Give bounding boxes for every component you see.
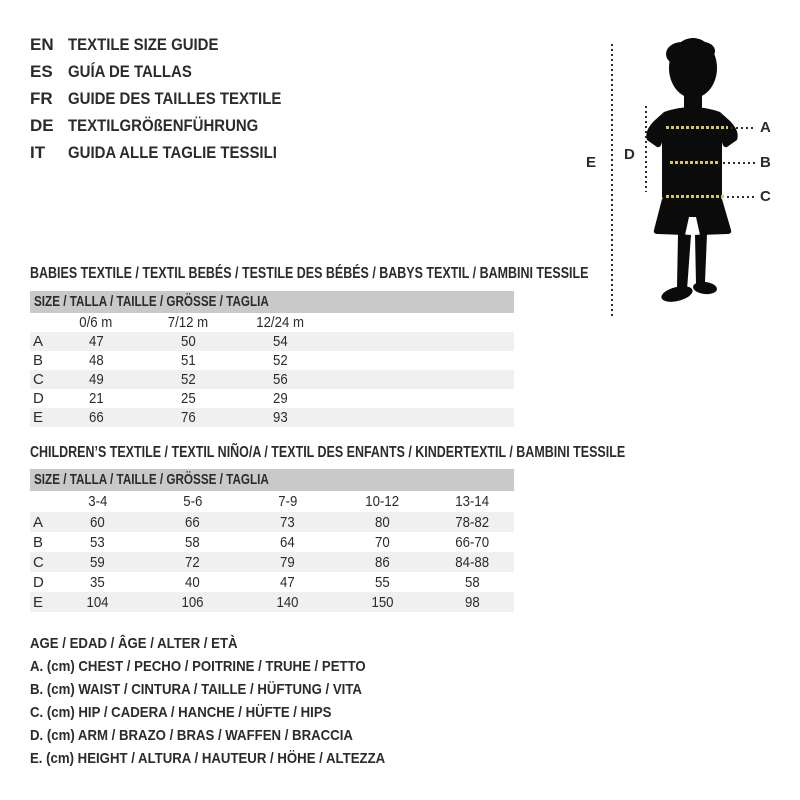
table-cell: 59: [90, 553, 105, 571]
language-code: EN: [30, 34, 54, 54]
chest-measure-dash-A: [666, 126, 728, 129]
table-cell: 21: [88, 390, 104, 407]
table-cell: 76: [180, 409, 196, 426]
table-cell: 35: [90, 573, 105, 591]
babies-size-header-bar: [30, 291, 514, 313]
children-size-table: [30, 469, 514, 612]
table-row: [30, 370, 514, 389]
hip-measure-dash-C: [666, 195, 724, 198]
row-label: B: [33, 533, 44, 551]
table-cell: 104: [86, 593, 109, 611]
children-column-header-row: [30, 491, 514, 512]
table-cell: 72: [185, 553, 200, 571]
table-cell: 98: [464, 593, 480, 611]
language-row-fr: [30, 85, 310, 112]
language-code: DE: [30, 115, 54, 135]
row-label: E: [33, 409, 44, 426]
language-label: GUIDA ALLE TAGLIE TESSILI: [68, 142, 277, 162]
waist-measure-dots-B: [723, 162, 756, 164]
table-cell: 150: [371, 593, 394, 611]
language-list: [30, 31, 310, 166]
table-cell: 47: [88, 333, 104, 350]
child-silhouette: [630, 28, 760, 318]
table-cell: 52: [180, 371, 196, 388]
table-cell: 53: [90, 533, 105, 551]
size-header-label: SIZE / TALLA / TAILLE / GRÖSSE / TAGLIA: [34, 293, 269, 310]
legend-item-arm: D. (cm) ARM / BRAZO / BRAS / WAFFEN / BRACCIA: [30, 727, 353, 744]
column-header: 12/24 m: [256, 314, 304, 331]
language-row-es: [30, 58, 310, 85]
table-cell: 66: [185, 513, 200, 531]
table-cell: 84-88: [455, 553, 489, 571]
column-header: 3-4: [87, 493, 108, 510]
table-cell: 140: [276, 593, 299, 611]
table-cell: 79: [280, 553, 295, 571]
legend-item-waist: B. (cm) WAIST / CINTURA / TAILLE / HÜFTUNG / VITA: [30, 681, 362, 698]
waist-measure-dash-B: [670, 161, 720, 164]
language-code: FR: [30, 88, 53, 108]
legend-item-hip: C. (cm) HIP / CADERA / HANCHE / HÜFTE / HIPS: [30, 704, 332, 721]
language-row-de: [30, 112, 310, 139]
table-cell: 73: [280, 513, 295, 531]
measure-label-E: E: [586, 154, 597, 171]
table-cell: 66-70: [455, 533, 489, 551]
measure-label-A: A: [760, 119, 771, 136]
row-label: E: [33, 593, 44, 611]
babies-section-title: BABIES TEXTILE / TEXTIL BEBÉS / TESTILE DES BÉBÉS / BABYS TEXTIL / BAMBINI TESSILE: [30, 265, 589, 282]
table-row: [30, 351, 514, 370]
language-code: ES: [30, 61, 53, 81]
column-header: 13-14: [455, 493, 489, 510]
legend-age-line: AGE / EDAD / ÂGE / ALTER / ETÀ: [30, 635, 238, 652]
table-row: [30, 332, 514, 351]
table-cell: 86: [375, 553, 390, 571]
table-cell: 56: [272, 371, 288, 388]
column-header: 10-12: [365, 493, 400, 510]
table-row: [30, 532, 514, 552]
row-label: A: [33, 513, 44, 531]
language-label: GUÍA DE TALLAS: [68, 61, 192, 81]
language-label: GUIDE DES TAILLES TEXTILE: [68, 88, 282, 108]
table-cell: 58: [185, 533, 200, 551]
chest-measure-dots-A: [731, 127, 756, 129]
language-label: TEXTILGRÖßENFÜHRUNG: [68, 115, 259, 135]
measure-label-B: B: [760, 154, 771, 171]
table-cell: 48: [88, 352, 104, 369]
language-row-it: [30, 139, 310, 166]
column-header: 0/6 m: [79, 314, 113, 331]
table-cell: 70: [375, 533, 390, 551]
table-cell: 78-82: [455, 513, 489, 531]
table-cell: 50: [180, 333, 196, 350]
row-label: D: [33, 390, 44, 407]
column-header: 7-9: [277, 493, 298, 510]
table-row: [30, 552, 514, 572]
table-cell: 47: [280, 573, 295, 591]
hip-measure-dots-C: [727, 196, 756, 198]
table-cell: 54: [272, 333, 288, 350]
babies-size-table: [30, 291, 514, 427]
table-row: [30, 512, 514, 532]
table-cell: 49: [88, 371, 104, 388]
row-label: B: [33, 352, 44, 369]
babies-column-header-row: [30, 313, 514, 332]
measurement-legend: [30, 632, 434, 770]
row-label: C: [33, 371, 44, 388]
language-row-en: [30, 31, 310, 58]
language-label: TEXTILE SIZE GUIDE: [68, 34, 219, 54]
table-row: [30, 572, 514, 592]
table-cell: 55: [375, 573, 390, 591]
column-header: 7/12 m: [167, 314, 209, 331]
language-code: IT: [30, 142, 46, 162]
column-header: 5-6: [182, 493, 203, 510]
table-cell: 52: [272, 352, 288, 369]
table-cell: 25: [180, 390, 196, 407]
measure-label-D: D: [624, 146, 635, 163]
table-row: [30, 389, 514, 408]
table-row: [30, 408, 514, 427]
table-cell: 66: [88, 409, 104, 426]
table-cell: 40: [185, 573, 200, 591]
size-header-label: SIZE / TALLA / TAILLE / GRÖSSE / TAGLIA: [34, 471, 269, 488]
table-cell: 106: [181, 593, 204, 611]
table-cell: 93: [272, 409, 288, 426]
table-cell: 64: [280, 533, 295, 551]
children-size-header-bar: [30, 469, 514, 491]
row-label: A: [33, 333, 44, 350]
table-cell: 29: [272, 390, 288, 407]
legend-item-height: E. (cm) HEIGHT / ALTURA / HAUTEUR / HÖHE / ALTEZZA: [30, 750, 386, 767]
table-cell: 60: [90, 513, 105, 531]
table-row: [30, 592, 514, 612]
table-cell: 80: [375, 513, 390, 531]
legend-item-chest: A. (cm) CHEST / PECHO / POITRINE / TRUHE / PETTO: [30, 658, 366, 675]
row-label: D: [33, 573, 44, 591]
table-cell: 58: [464, 573, 480, 591]
row-label: C: [33, 553, 44, 571]
table-cell: 51: [180, 352, 196, 369]
measure-label-C: C: [760, 188, 771, 205]
children-section-title: CHILDREN’S TEXTILE / TEXTIL NIÑO/A / TEXTIL DES ENFANTS / KINDERTEXTIL / BAMBINI TESSILE: [30, 444, 626, 461]
